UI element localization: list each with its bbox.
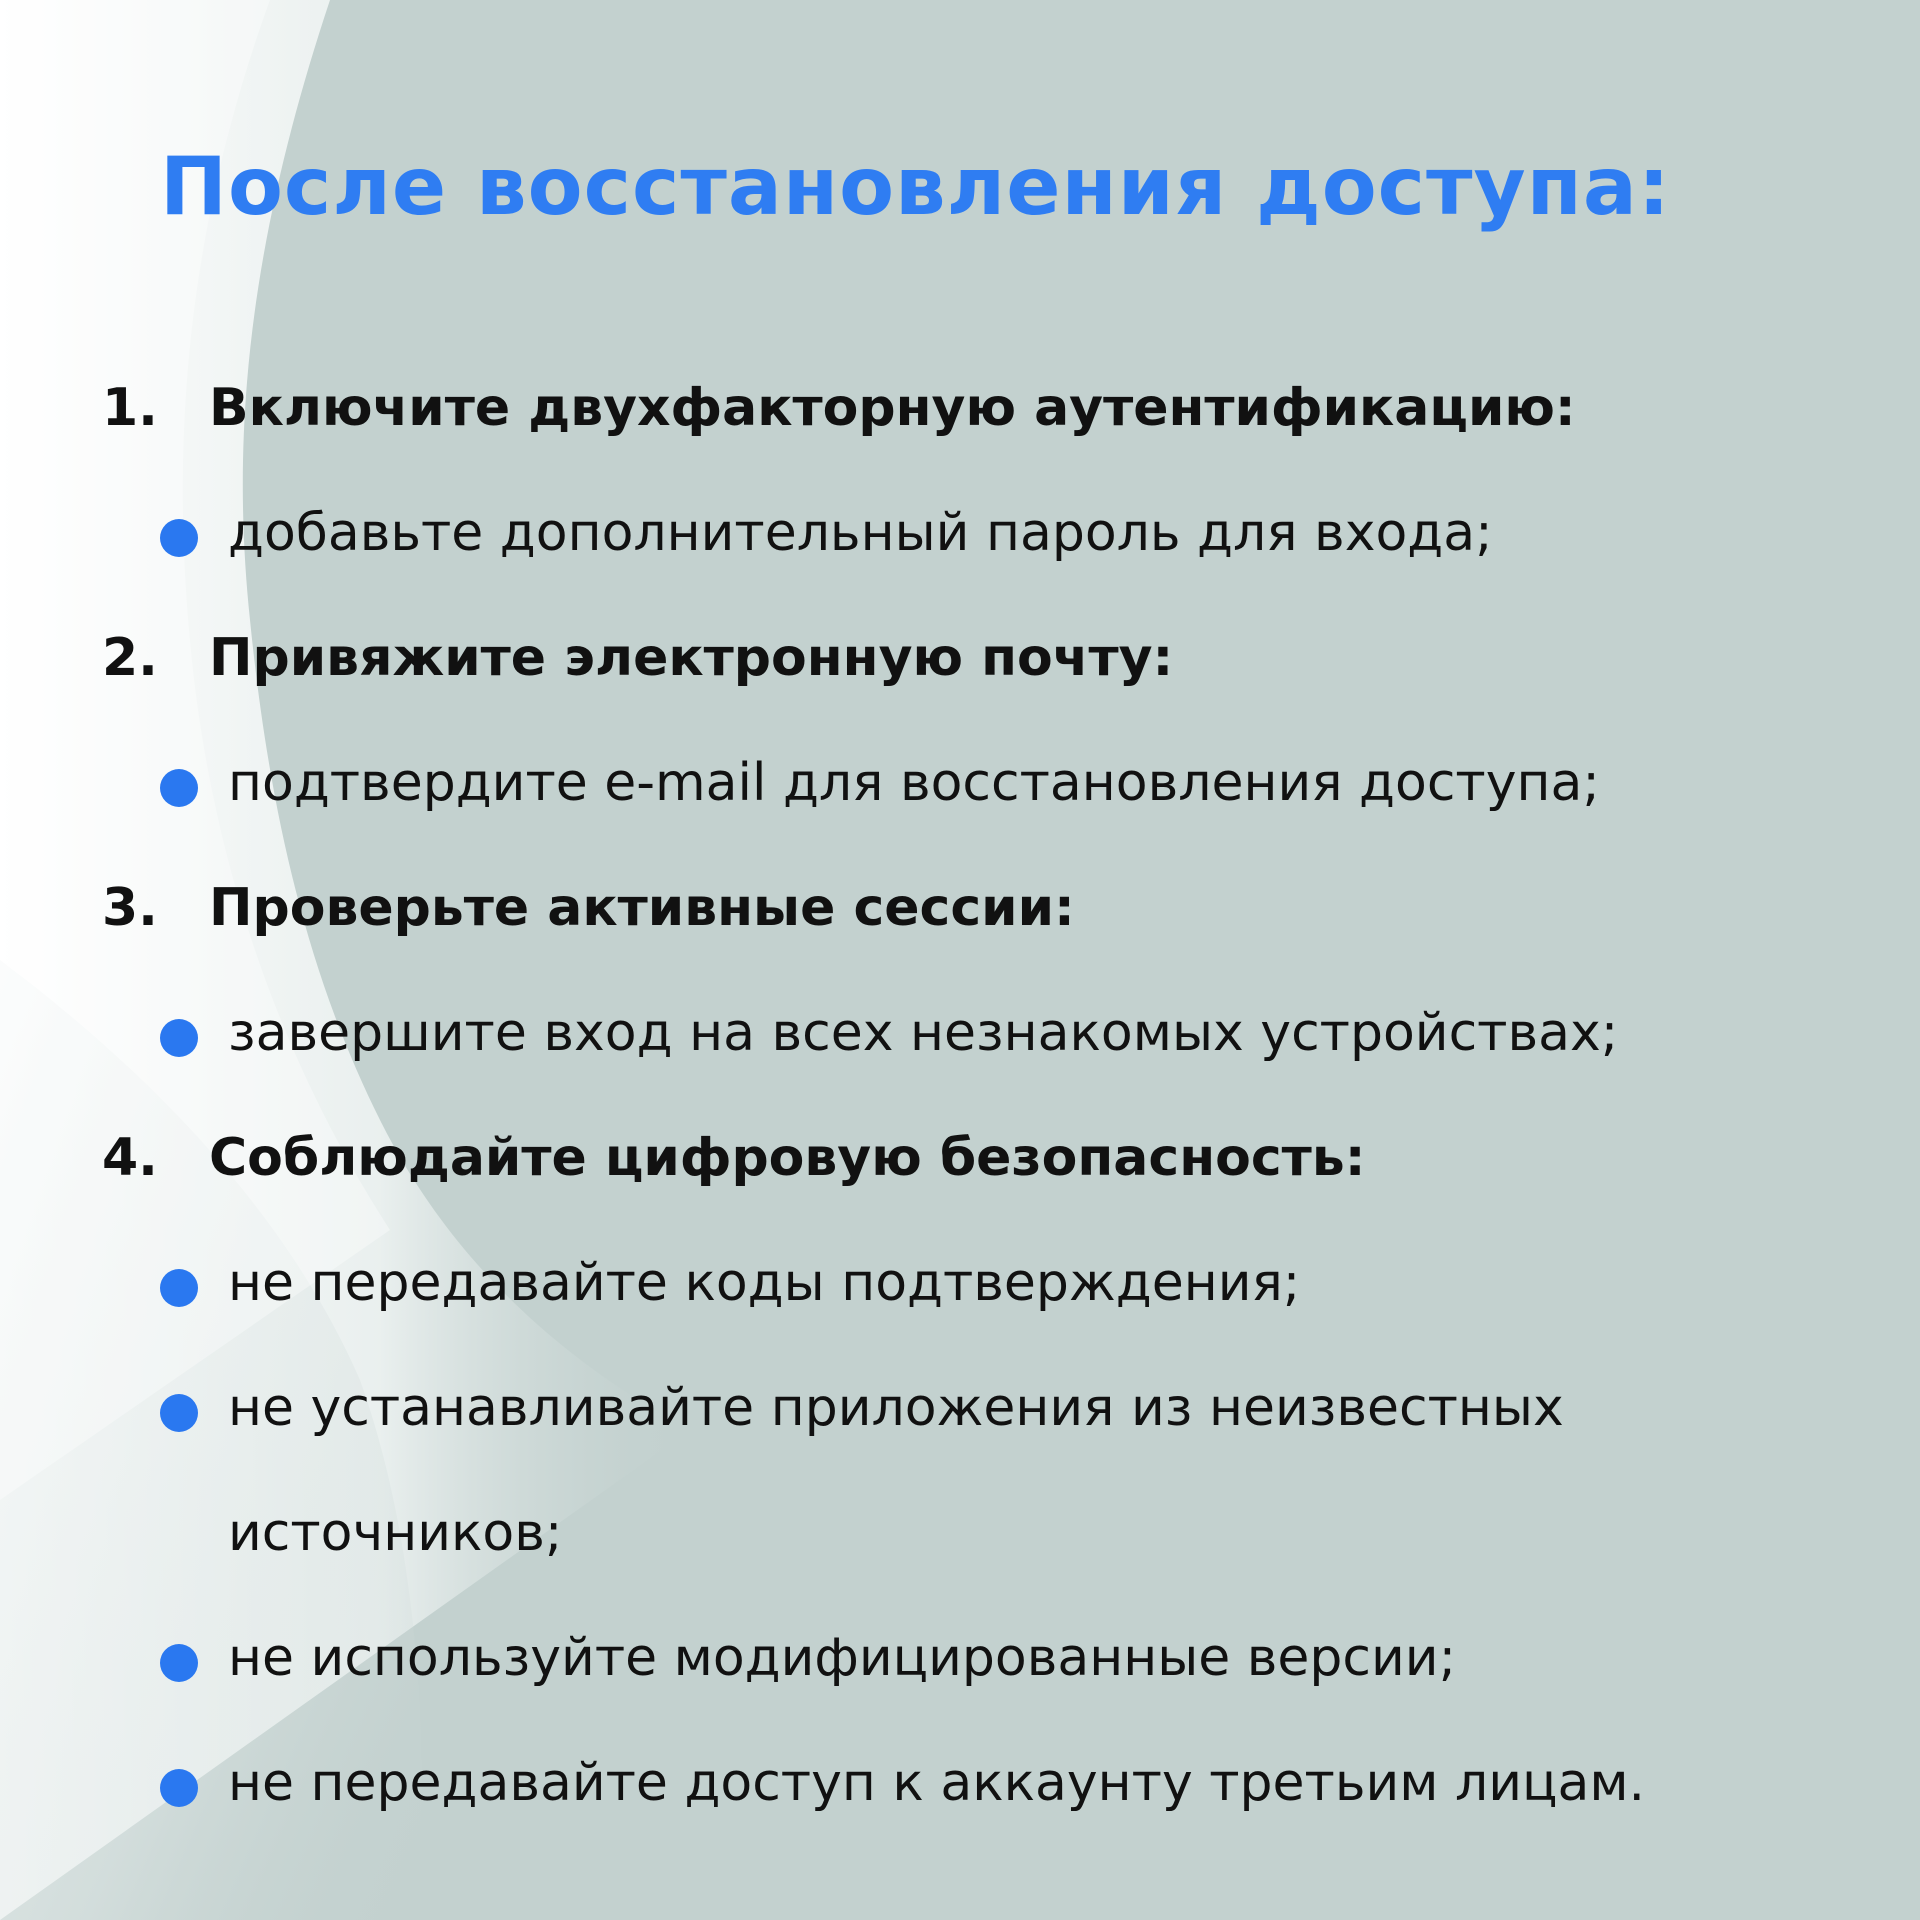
step-label: Проверьте активные сессии:	[209, 878, 1075, 938]
step-number: 3.	[102, 878, 158, 938]
step-item	[102, 878, 1075, 938]
step-item	[102, 378, 1576, 438]
bullet-text: подтвердите e-mail для восстановления доступа;	[228, 753, 1600, 813]
bullet-text: добавьте дополнительный пароль для входа;	[228, 503, 1493, 563]
bullet-dot	[160, 1769, 198, 1807]
step-item	[102, 628, 1174, 688]
bullet-dot	[160, 1269, 198, 1307]
bullet-dot	[160, 1394, 198, 1432]
bullet-dot	[160, 1644, 198, 1682]
bullet-dot	[160, 1019, 198, 1057]
bullet-text: не передавайте доступ к аккаунту третьим лицам.	[228, 1753, 1646, 1813]
bullet-text: завершите вход на всех незнакомых устройствах;	[228, 1003, 1619, 1063]
bullet-text: не используйте модифицированные версии;	[228, 1628, 1457, 1688]
bullet-dot	[160, 769, 198, 807]
step-number: 4.	[102, 1128, 158, 1188]
step-label: Соблюдайте цифровую безопасность:	[209, 1128, 1366, 1188]
bullet-text: не передавайте коды подтверждения;	[228, 1253, 1301, 1313]
step-number: 2.	[102, 628, 158, 688]
step-label: Привяжите электронную почту:	[209, 628, 1174, 688]
step-number: 1.	[102, 378, 158, 438]
step-item	[102, 1128, 1366, 1188]
bullet-continuation: источников;	[228, 1503, 563, 1563]
step-label: Включите двухфакторную аутентификацию:	[209, 378, 1576, 438]
page-title: После восстановления доступа:	[160, 140, 1671, 233]
bullet-dot	[160, 519, 198, 557]
bullet-text: не устанавливайте приложения из неизвестных	[228, 1378, 1564, 1438]
